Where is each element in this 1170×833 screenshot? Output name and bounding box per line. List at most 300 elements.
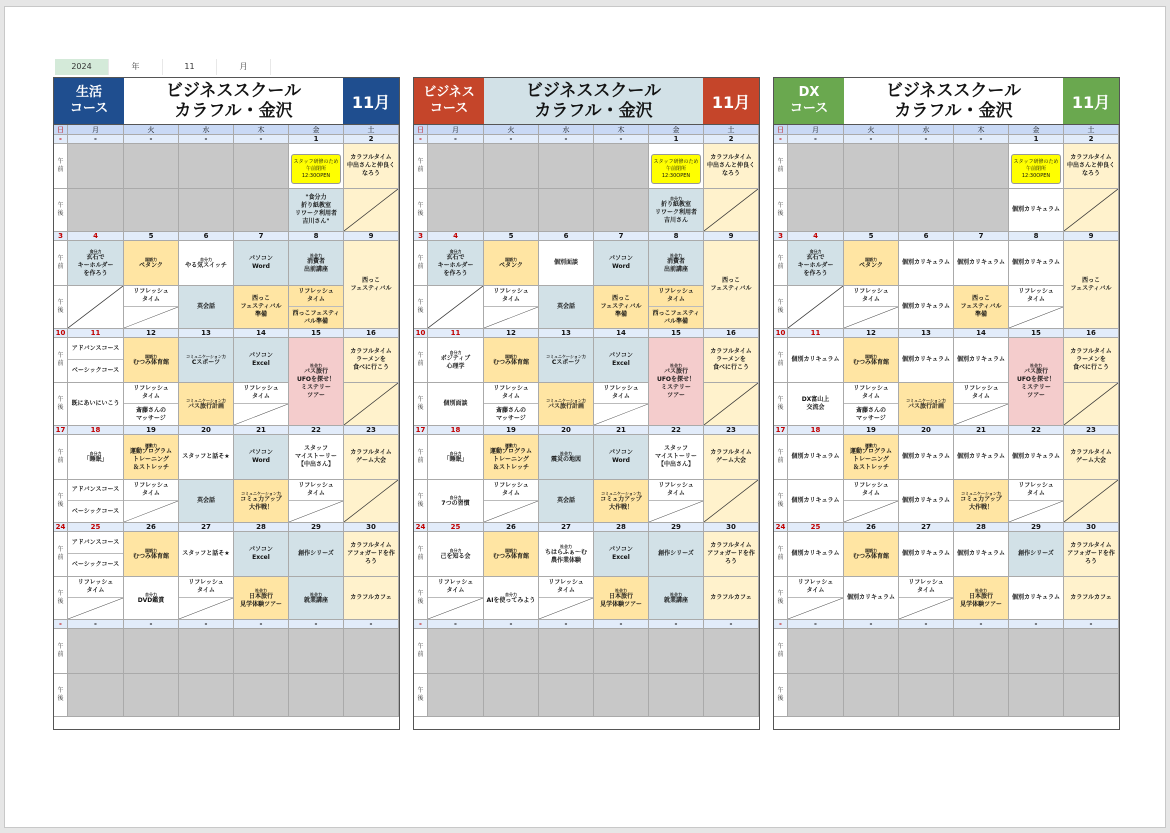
schedule-cell-pm[interactable]: 西っこ フェスティバル 準備 xyxy=(234,286,289,329)
schedule-cell-pm[interactable] xyxy=(234,480,289,523)
schedule-cell-pm[interactable]: 個別カリキュラム xyxy=(1009,189,1064,232)
schedule-cell-am[interactable]: 個別カリキュラム xyxy=(899,532,954,577)
schedule-cell-am-lower[interactable]: ベーシックコース xyxy=(71,561,120,568)
schedule-cell-pm-upper[interactable]: リフレッシュ タイム xyxy=(649,286,703,307)
schedule-cell-am[interactable] xyxy=(649,144,704,189)
schedule-cell-am[interactable] xyxy=(649,241,704,286)
saturday-cell-pm[interactable] xyxy=(1064,480,1119,523)
saturday-cell-am[interactable]: カラフルタイム 中出さんと仲良く なろう xyxy=(1064,144,1119,189)
schedule-cell-pm[interactable] xyxy=(788,577,844,620)
schedule-cell-pm[interactable] xyxy=(289,577,344,620)
schedule-cell-pm-upper[interactable]: リフレッシュ タイム xyxy=(1009,480,1063,501)
schedule-cell-am[interactable] xyxy=(594,144,649,189)
saturday-cell-pm[interactable] xyxy=(344,480,399,523)
schedule-cell-am[interactable]: 個別カリキュラム xyxy=(899,435,954,480)
pm-label xyxy=(774,286,788,329)
schedule-cell-pm[interactable] xyxy=(844,674,899,717)
schedule-cell-am[interactable] xyxy=(428,241,484,286)
saturday-cell-pm[interactable] xyxy=(704,480,759,523)
schedule-cell-pm[interactable]: 西っこ フェスティバル 準備 xyxy=(954,286,1009,329)
schedule-cell-pm[interactable] xyxy=(179,674,234,717)
schedule-cell-am[interactable] xyxy=(289,241,344,286)
schedule-cell-am[interactable] xyxy=(124,241,179,286)
schedule-cell-pm-upper[interactable]: リフレッシュ タイム xyxy=(844,480,898,501)
schedule-cell-pm[interactable] xyxy=(649,189,704,232)
saturday-cell-am[interactable]: カラフルタイム ラーメンを 食べに行こう xyxy=(704,338,759,383)
schedule-cell-am[interactable]: 個別カリキュラム xyxy=(954,532,1009,577)
saturday-cell-am[interactable] xyxy=(344,629,399,674)
course-badge: DX コース xyxy=(774,78,844,124)
date-number: 9 xyxy=(1064,232,1119,241)
saturday-cell-pm[interactable]: カラフルカフェ xyxy=(1064,577,1119,620)
schedule-cell-pm-lower[interactable] xyxy=(954,404,1008,425)
closure-notice[interactable]: スタッフ研修のため 午前閉所 12:30OPEN xyxy=(651,154,701,184)
saturday-cell-pm[interactable] xyxy=(704,674,759,717)
schedule-cell-am[interactable] xyxy=(68,241,124,286)
schedule-cell-am-upper[interactable]: アドバンスコース xyxy=(68,338,123,360)
schedule-cell-am[interactable] xyxy=(539,338,594,383)
schedule-cell-pm[interactable] xyxy=(289,674,344,717)
closure-notice[interactable]: スタッフ研修のため 午前閉所 12:30OPEN xyxy=(291,154,341,184)
schedule-cell-am[interactable] xyxy=(234,144,289,189)
schedule-cell-pm-upper[interactable]: リフレッシュ タイム xyxy=(428,577,483,598)
schedule-cell-pm[interactable] xyxy=(899,189,954,232)
schedule-cell-am[interactable] xyxy=(539,629,594,674)
schedule-cell-pm[interactable] xyxy=(289,480,344,523)
schedule-cell-am[interactable] xyxy=(1009,629,1064,674)
schedule-cell-am[interactable] xyxy=(788,629,844,674)
saturday-cell[interactable]: 西っこ フェスティバル xyxy=(1064,241,1119,329)
schedule-cell-pm[interactable]: 個別カリキュラム xyxy=(899,480,954,523)
schedule-cell-pm[interactable] xyxy=(428,480,484,523)
schedule-cell-pm-upper[interactable]: リフレッシュ タイム xyxy=(289,286,343,307)
schedule-cell-am[interactable] xyxy=(899,144,954,189)
schedule-cell-pm-lower[interactable] xyxy=(68,598,123,619)
schedule-cell-pm-upper[interactable]: リフレッシュ タイム xyxy=(234,383,288,404)
date-number: - xyxy=(484,135,539,144)
schedule-cell-am[interactable]: 個別カリキュラム xyxy=(788,435,844,480)
date-number: - xyxy=(774,620,788,629)
schedule-cell-am[interactable] xyxy=(649,338,704,426)
schedule-cell-am[interactable] xyxy=(899,629,954,674)
schedule-cell-pm[interactable]: 個別カリキュラム xyxy=(844,577,899,620)
saturday-cell-am[interactable]: カラフルタイム 中出さんと仲良く なろう xyxy=(344,144,399,189)
schedule-cell-pm[interactable] xyxy=(1009,674,1064,717)
schedule-cell-pm[interactable] xyxy=(179,189,234,232)
month-cell[interactable]: 11 xyxy=(163,59,217,75)
schedule-cell-pm[interactable] xyxy=(484,577,539,620)
schedule-cell-pm[interactable] xyxy=(68,674,124,717)
schedule-cell-am[interactable] xyxy=(844,241,899,286)
date-number: 21 xyxy=(234,426,289,435)
schedule-cell-am[interactable]: 個別カリキュラム xyxy=(1009,435,1064,480)
schedule-cell-am[interactable] xyxy=(539,532,594,577)
schedule-cell-am[interactable] xyxy=(844,144,899,189)
schedule-cell-am[interactable]: スタッフ マイストーリー 【中出さん】 xyxy=(649,435,704,480)
schedule-cell-pm[interactable] xyxy=(124,480,179,523)
schedule-cell-pm[interactable] xyxy=(124,189,179,232)
schedule-cell-pm[interactable] xyxy=(484,286,539,329)
schedule-cell-am[interactable]: パソコン Excel xyxy=(234,532,289,577)
saturday-cell-am[interactable]: カラフルタイム アフォガードを作 ろう xyxy=(704,532,759,577)
schedule-cell-am[interactable] xyxy=(124,435,179,480)
schedule-cell-pm[interactable] xyxy=(788,286,844,329)
schedule-cell-pm[interactable] xyxy=(954,383,1009,426)
schedule-cell-am[interactable] xyxy=(68,629,124,674)
schedule-cell-pm-upper[interactable]: リフレッシュ タイム xyxy=(539,577,593,598)
saturday-cell[interactable]: 西っこ フェスティバル xyxy=(344,241,399,329)
schedule-cell-pm-lower[interactable] xyxy=(1009,501,1063,522)
schedule-cell-am[interactable] xyxy=(124,144,179,189)
schedule-cell-pm[interactable] xyxy=(124,577,179,620)
schedule-cell-am[interactable] xyxy=(68,435,124,480)
schedule-cell-am[interactable]: 個別カリキュラム xyxy=(788,532,844,577)
date-number: 30 xyxy=(1064,523,1119,532)
schedule-cell-pm[interactable] xyxy=(428,286,484,329)
schedule-cell-am[interactable] xyxy=(594,629,649,674)
schedule-cell-pm[interactable] xyxy=(844,286,899,329)
schedule-cell-pm[interactable] xyxy=(179,383,234,426)
schedule-cell-pm-lower[interactable] xyxy=(234,404,288,425)
schedule-cell-am[interactable]: パソコン Word xyxy=(234,435,289,480)
schedule-cell-am[interactable] xyxy=(428,338,484,383)
schedule-cell-am[interactable] xyxy=(428,629,484,674)
schedule-cell-pm-diagonal xyxy=(68,598,123,619)
schedule-cell-pm[interactable] xyxy=(844,480,899,523)
schedule-cell-pm[interactable] xyxy=(539,189,594,232)
schedule-cell-am[interactable] xyxy=(289,629,344,674)
schedule-cell-am-lower[interactable]: ベーシックコース xyxy=(71,367,120,374)
schedule-cell-pm[interactable] xyxy=(179,577,234,620)
schedule-cell-pm[interactable] xyxy=(234,577,289,620)
schedule-cell-am[interactable]: スタッフ マイストーリー 【中出さん】 xyxy=(289,435,344,480)
schedule-cell-pm[interactable]: 英会話 xyxy=(539,286,594,329)
schedule-cell-pm-lower[interactable] xyxy=(649,501,703,522)
schedule-cell-pm[interactable] xyxy=(428,189,484,232)
schedule-cell-am[interactable]: パソコン Excel xyxy=(594,338,649,383)
saturday-cell-pm[interactable] xyxy=(1064,189,1119,232)
schedule-cell-am[interactable] xyxy=(788,144,844,189)
saturday-cell-pm[interactable] xyxy=(344,189,399,232)
schedule-cell-am[interactable]: パソコン Excel xyxy=(594,532,649,577)
schedule-cell-pm[interactable] xyxy=(539,674,594,717)
schedule-cell-pm[interactable] xyxy=(954,577,1009,620)
saturday-cell-am[interactable] xyxy=(704,629,759,674)
schedule-cell-pm[interactable] xyxy=(844,383,899,426)
schedule-cell-pm[interactable] xyxy=(649,577,704,620)
schedule-cell-pm[interactable] xyxy=(899,577,954,620)
schedule-cell-pm[interactable] xyxy=(124,383,179,426)
schedule-cell-pm-lower[interactable] xyxy=(844,501,898,522)
schedule-cell-am[interactable]: パソコン Word xyxy=(594,241,649,286)
schedule-cell-pm[interactable] xyxy=(289,286,344,329)
saturday-cell-am[interactable]: カラフルタイム ゲーム大会 xyxy=(704,435,759,480)
date-number: 22 xyxy=(289,426,344,435)
saturday-cell-pm[interactable]: カラフルカフェ xyxy=(704,577,759,620)
schedule-cell-am[interactable]: 個別カリキュラム xyxy=(954,241,1009,286)
saturday-cell-pm[interactable] xyxy=(704,383,759,426)
schedule-cell-am[interactable] xyxy=(1009,338,1064,426)
schedule-cell-am[interactable] xyxy=(844,338,899,383)
date-number: 9 xyxy=(344,232,399,241)
schedule-cell-pm-upper[interactable]: リフレッシュ タイム xyxy=(289,480,343,501)
schedule-cell-am[interactable]: 創作シリーズ xyxy=(1009,532,1064,577)
schedule-cell-pm[interactable] xyxy=(649,674,704,717)
schedule-cell-pm-diagonal xyxy=(289,501,343,522)
schedule-cell-pm-title: コミュ力アップ 大作戦！ xyxy=(960,495,1002,511)
schedule-cell-am[interactable] xyxy=(124,532,179,577)
schedule-cell-pm-lower[interactable] xyxy=(289,501,343,522)
schedule-cell-pm[interactable] xyxy=(428,674,484,717)
schedule-cell-pm[interactable]: 個別カリキュラム xyxy=(1009,577,1064,620)
schedule-cell-pm-lower[interactable] xyxy=(844,307,898,328)
schedule-cell-pm-lower[interactable]: ベーシックコース xyxy=(71,507,120,515)
schedule-cell-pm[interactable] xyxy=(899,383,954,426)
saturday-cell-am[interactable]: カラフルタイム 中出さんと仲良く なろう xyxy=(704,144,759,189)
schedule-cell-pm[interactable] xyxy=(484,674,539,717)
schedule-cell-pm-diagonal xyxy=(68,286,123,328)
schedule-cell-pm-diagonal xyxy=(179,598,233,619)
schedule-cell-am[interactable]: 個別カリキュラム xyxy=(899,338,954,383)
saturday-cell[interactable]: 西っこ フェスティバル xyxy=(704,241,759,329)
schedule-cell-pm[interactable] xyxy=(954,674,1009,717)
schedule-cell-pm-lower[interactable] xyxy=(484,307,538,328)
schedule-cell-pm-lower[interactable]: 斎藤さんの マッサージ xyxy=(135,406,166,422)
schedule-cell-pm[interactable] xyxy=(788,674,844,717)
schedule-cell-pm-upper[interactable]: リフレッシュ タイム xyxy=(594,383,648,404)
saturday-cell-am[interactable]: カラフルタイム ゲーム大会 xyxy=(1064,435,1119,480)
schedule-cell-am[interactable]: 個別カリキュラム xyxy=(954,338,1009,383)
schedule-cell-pm-lower[interactable] xyxy=(539,598,593,619)
saturday-cell-pm[interactable] xyxy=(1064,674,1119,717)
schedule-cell-pm-upper[interactable]: リフレッシュ タイム xyxy=(68,577,123,598)
schedule-cell-am[interactable]: 個別カリキュラム xyxy=(899,241,954,286)
schedule-cell-pm[interactable] xyxy=(428,577,484,620)
schedule-cell-pm[interactable] xyxy=(234,383,289,426)
schedule-cell-am[interactable] xyxy=(68,338,124,383)
schedule-cell-am[interactable] xyxy=(124,629,179,674)
schedule-cell-pm-upper[interactable]: リフレッシュ タイム xyxy=(899,577,953,598)
schedule-cell-am[interactable]: 個別カリキュラム xyxy=(788,338,844,383)
schedule-cell-pm-upper[interactable]: リフレッシュ タイム xyxy=(844,383,898,404)
schedule-cell-pm-lower[interactable]: 斎藤さんの マッサージ xyxy=(495,406,526,422)
date-number: 17 xyxy=(54,426,68,435)
pm-label-text: 午後 xyxy=(417,202,424,217)
saturday-cell-am[interactable]: カラフルタイム ゲーム大会 xyxy=(344,435,399,480)
schedule-cell-pm[interactable] xyxy=(1009,480,1064,523)
schedule-cell-am[interactable]: パソコン Word xyxy=(594,435,649,480)
schedule-cell-am[interactable] xyxy=(484,144,539,189)
schedule-cell-pm-lower[interactable] xyxy=(899,598,953,619)
schedule-cell-pm[interactable] xyxy=(68,480,124,523)
schedule-cell-pm[interactable]: 個別カリキュラム xyxy=(899,286,954,329)
am-label xyxy=(774,435,788,480)
schedule-cell-am[interactable] xyxy=(234,629,289,674)
schedule-cell-pm[interactable] xyxy=(1009,286,1064,329)
saturday-cell-am[interactable] xyxy=(1064,629,1119,674)
schedule-cell-pm-lower[interactable]: 西っこフェスティ バル準備 xyxy=(652,309,700,325)
saturday-cell-pm[interactable] xyxy=(344,383,399,426)
date-number: 16 xyxy=(704,329,759,338)
schedule-cell-pm-upper[interactable]: リフレッシュ タイム xyxy=(954,383,1008,404)
schedule-cell-am-category: 社会力 xyxy=(669,252,682,258)
schedule-cell-am[interactable] xyxy=(289,338,344,426)
schedule-cell-am[interactable]: 創作シリーズ xyxy=(289,532,344,577)
schedule-cell-pm-lower[interactable] xyxy=(124,307,178,328)
schedule-cell-pm[interactable] xyxy=(68,286,124,329)
schedule-cell-am[interactable] xyxy=(484,338,539,383)
schedule-cell-pm[interactable] xyxy=(649,286,704,329)
schedule-cell-am[interactable]: 個別面談 xyxy=(539,241,594,286)
year-cell[interactable]: 2024 xyxy=(55,59,109,75)
schedule-cell-pm-upper[interactable]: リフレッシュ タイム xyxy=(124,286,178,307)
schedule-cell-am[interactable] xyxy=(428,144,484,189)
schedule-cell-pm[interactable]: 英会話 xyxy=(539,480,594,523)
schedule-cell-pm-lower[interactable] xyxy=(124,501,178,522)
schedule-cell-am[interactable] xyxy=(484,435,539,480)
schedule-cell-am[interactable] xyxy=(844,629,899,674)
schedule-cell-pm[interactable] xyxy=(539,577,594,620)
schedule-cell-pm[interactable] xyxy=(484,189,539,232)
schedule-cell-am[interactable] xyxy=(179,241,234,286)
schedule-cell-am[interactable] xyxy=(68,144,124,189)
schedule-cell-pm-upper[interactable]: リフレッシュ タイム xyxy=(484,383,538,404)
saturday-cell-pm[interactable]: カラフルカフェ xyxy=(344,577,399,620)
schedule-cell-pm[interactable] xyxy=(649,480,704,523)
saturday-cell-am[interactable]: カラフルタイム アフォガードを作 ろう xyxy=(1064,532,1119,577)
schedule-cell-pm-lower[interactable] xyxy=(788,598,843,619)
date-number: 26 xyxy=(124,523,179,532)
schedule-cell-pm[interactable] xyxy=(124,674,179,717)
saturday-cell-pm[interactable] xyxy=(344,674,399,717)
schedule-cell-pm-diagonal xyxy=(844,307,898,328)
schedule-cell-pm[interactable] xyxy=(899,674,954,717)
closure-notice[interactable]: スタッフ研修のため 午前閉所 12:30OPEN xyxy=(1011,154,1061,184)
schedule-cell-pm-upper[interactable]: リフレッシュ タイム xyxy=(484,480,538,501)
schedule-cell-am[interactable]: パソコン Word xyxy=(234,241,289,286)
schedule-cell-am[interactable] xyxy=(954,144,1009,189)
schedule-cell-pm-upper[interactable]: リフレッシュ タイム xyxy=(124,383,178,404)
schedule-cell-am[interactable] xyxy=(484,629,539,674)
schedule-cell-pm[interactable] xyxy=(594,480,649,523)
saturday-cell-pm[interactable] xyxy=(704,189,759,232)
date-number: - xyxy=(414,620,428,629)
schedule-cell-pm[interactable] xyxy=(594,577,649,620)
schedule-cell-am[interactable] xyxy=(428,532,484,577)
saturday-pm-diagonal xyxy=(1064,189,1118,231)
schedule-cell-am[interactable] xyxy=(68,532,124,577)
schedule-cell-pm[interactable]: 個別カリキュラム xyxy=(788,480,844,523)
date-number: 18 xyxy=(428,426,484,435)
schedule-cell-pm-lower[interactable] xyxy=(428,598,483,619)
schedule-cell-am[interactable] xyxy=(289,144,344,189)
schedule-cell-am-upper[interactable]: アドバンスコース xyxy=(68,532,123,554)
schedule-cell-am[interactable] xyxy=(844,532,899,577)
schedule-cell-pm[interactable]: 西っこ フェスティバル 準備 xyxy=(594,286,649,329)
schedule-cell-am[interactable] xyxy=(484,241,539,286)
schedule-cell-am[interactable] xyxy=(788,241,844,286)
schedule-cell-pm[interactable] xyxy=(484,383,539,426)
schedule-cell-pm[interactable]: DX富山上 交流会 xyxy=(788,383,844,426)
schedule-cell-pm[interactable] xyxy=(594,674,649,717)
schedule-cell-am[interactable] xyxy=(539,144,594,189)
pm-label xyxy=(54,480,68,523)
schedule-cell-pm[interactable] xyxy=(124,286,179,329)
schedule-cell-am[interactable]: 個別カリキュラム xyxy=(954,435,1009,480)
schedule-cell-pm[interactable] xyxy=(594,189,649,232)
schedule-cell-am[interactable]: パソコン Excel xyxy=(234,338,289,383)
date-number: - xyxy=(594,135,649,144)
schedule-cell-am[interactable] xyxy=(649,629,704,674)
schedule-cell-pm-upper[interactable]: アドバンスコース xyxy=(68,480,123,501)
schedule-cell-am[interactable] xyxy=(1009,144,1064,189)
schedule-cell-am[interactable]: 創作シリーズ xyxy=(649,532,704,577)
date-number: 11 xyxy=(68,329,124,338)
schedule-cell-pm-lower[interactable] xyxy=(484,501,538,522)
schedule-cell-pm-lower[interactable]: 斎藤さんの マッサージ xyxy=(855,406,886,422)
schedule-cell-am[interactable]: スタッフと話そ★ xyxy=(179,435,234,480)
schedule-cell-pm[interactable] xyxy=(539,383,594,426)
schedule-cell-pm[interactable] xyxy=(954,189,1009,232)
schedule-cell-pm-lower[interactable]: 西っこフェスティ バル準備 xyxy=(292,309,340,325)
schedule-cell-am[interactable] xyxy=(179,629,234,674)
schedule-cell-am[interactable] xyxy=(179,144,234,189)
saturday-cell-am[interactable]: カラフルタイム アフォガードを作 ろう xyxy=(344,532,399,577)
schedule-cell-pm[interactable] xyxy=(954,480,1009,523)
schedule-cell-pm-upper[interactable]: リフレッシュ タイム xyxy=(844,286,898,307)
schedule-cell-pm[interactable] xyxy=(594,383,649,426)
saturday-cell-pm[interactable] xyxy=(1064,383,1119,426)
schedule-cell-am-title: ペタンク xyxy=(499,261,523,269)
schedule-cell-am[interactable] xyxy=(954,629,1009,674)
schedule-cell-am[interactable] xyxy=(124,338,179,383)
schedule-cell-pm[interactable]: 個別面談 xyxy=(428,383,484,426)
schedule-cell-pm-lower[interactable] xyxy=(179,598,233,619)
schedule-cell-am[interactable]: 個別カリキュラム xyxy=(1009,241,1064,286)
schedule-cell-pm-lower[interactable] xyxy=(1009,307,1063,328)
schedule-cell-pm[interactable] xyxy=(788,189,844,232)
schedule-cell-am[interactable]: スタッフと話そ★ xyxy=(179,532,234,577)
saturday-cell-am[interactable]: カラフルタイム ラーメンを 食べに行こう xyxy=(344,338,399,383)
schedule-cell-pm-upper[interactable]: リフレッシュ タイム xyxy=(1009,286,1063,307)
schedule-cell-am-category: 国語力 xyxy=(144,547,157,553)
schedule-cell-pm-upper[interactable]: リフレッシュ タイム xyxy=(649,480,703,501)
schedule-cell-pm[interactable]: 英会話 xyxy=(179,286,234,329)
schedule-cell-pm-upper[interactable]: リフレッシュ タイム xyxy=(788,577,843,598)
schedule-cell-pm[interactable] xyxy=(68,189,124,232)
saturday-cell-am[interactable]: カラフルタイム ラーメンを 食べに行こう xyxy=(1064,338,1119,383)
schedule-cell-pm[interactable]: "食分力 折り紙教室 リワーク利用者 吉川さん" xyxy=(289,189,344,232)
schedule-cell-pm[interactable]: 英会話 xyxy=(179,480,234,523)
schedule-cell-am[interactable] xyxy=(428,435,484,480)
schedule-cell-pm-upper[interactable]: リフレッシュ タイム xyxy=(179,577,233,598)
schedule-cell-am[interactable] xyxy=(484,532,539,577)
schedule-cell-pm[interactable] xyxy=(484,480,539,523)
schedule-cell-pm[interactable] xyxy=(234,674,289,717)
schedule-cell-am[interactable] xyxy=(844,435,899,480)
schedule-cell-pm[interactable]: 既にあいにいこう xyxy=(68,383,124,426)
schedule-cell-am-category: 自分力 xyxy=(449,349,462,355)
schedule-cell-pm-upper[interactable]: リフレッシュ タイム xyxy=(484,286,538,307)
schedule-cell-pm-upper[interactable]: リフレッシュ タイム xyxy=(124,480,178,501)
date-number: - xyxy=(539,620,594,629)
schedule-cell-am[interactable] xyxy=(539,435,594,480)
schedule-cell-pm-lower[interactable] xyxy=(594,404,648,425)
schedule-cell-pm[interactable] xyxy=(68,577,124,620)
schedule-cell-am[interactable] xyxy=(179,338,234,383)
schedule-cell-pm[interactable] xyxy=(844,189,899,232)
schedule-cell-pm[interactable] xyxy=(234,189,289,232)
